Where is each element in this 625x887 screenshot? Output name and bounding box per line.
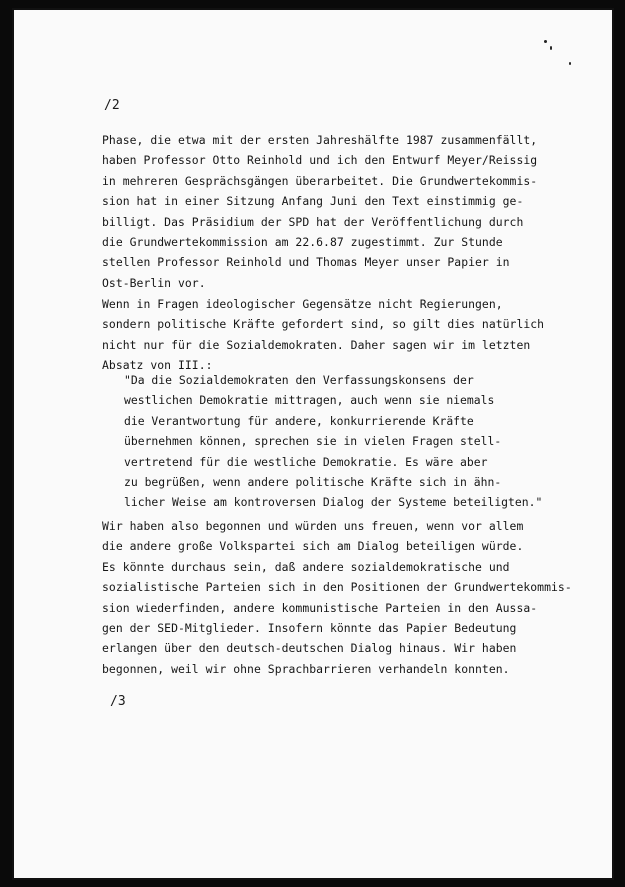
scan-speck [569,62,571,65]
paragraph-ideological-differences: Wenn in Fragen ideologischer Gegensätze nicht Regierungen, sondern politische Kräfte gefordert sind, so gilt dies natürlich nicht nur für die Sozialdemokraten. Daher sagen wir im letzten Absatz von III.: [102,297,545,373]
paragraph-phase: Phase, die etwa mit der ersten Jahreshälfte 1987 zusammenfällt, haben Professor Otto Reinhold und ich den Entwurf Meyer/Reissig in mehreren Gesprächsgängen überarbeitet. Die Grundwertekommis- sion hat in einer Sitzung Anfang Juni den Text einstimmig ge- billigt. Das Präsidium der SPD hat der Veröffentlichung durch die Grundwertekommission am 22.6.87 zugestimmt. Zur Stunde stellen Professor Reinhold und Thomas Meyer unser Papier in Ost-Berlin vor. [102,133,538,290]
page-number-top: /2 [104,98,120,113]
page-number-bottom: /3 [110,694,126,709]
scan-speck [544,40,547,43]
block-quote: "Da die Sozialdemokraten den Verfassungskonsens der westlichen Demokratie mittragen, auch wenn sie niemals die Verantwortung für andere, konkurrierende Kräfte übernehmen können, sprechen sie in vielen Fragen stell- vertretend für die westliche Demokratie. Es wäre aber zu begrüßen, wenn andere politische Kräfte sich in ähn- licher Weise am kontroversen Dialog der Systeme beteiligten." [124,373,543,510]
scan-speck [550,46,552,50]
paper-sheet [12,8,614,880]
paragraph-dialog: Wir haben also begonnen und würden uns freuen, wenn vor allem die andere große Volkspartei sich am Dialog beteiligen würde. Es könnte durchaus sein, daß andere sozialdemokratische und sozialistische Parteien sich in den Positionen der Grundwertekommis- sion wiederfinden, andere kommunistische Parteien in den Aussa- gen der SED-Mitglieder. Insofern könnte das Papier Bedeutung erlangen über den deutsch-deutschen Dialog hinaus. Wir haben begonnen, weil wir ohne Sprachbarrieren verhandeln konnten. [102,519,572,676]
